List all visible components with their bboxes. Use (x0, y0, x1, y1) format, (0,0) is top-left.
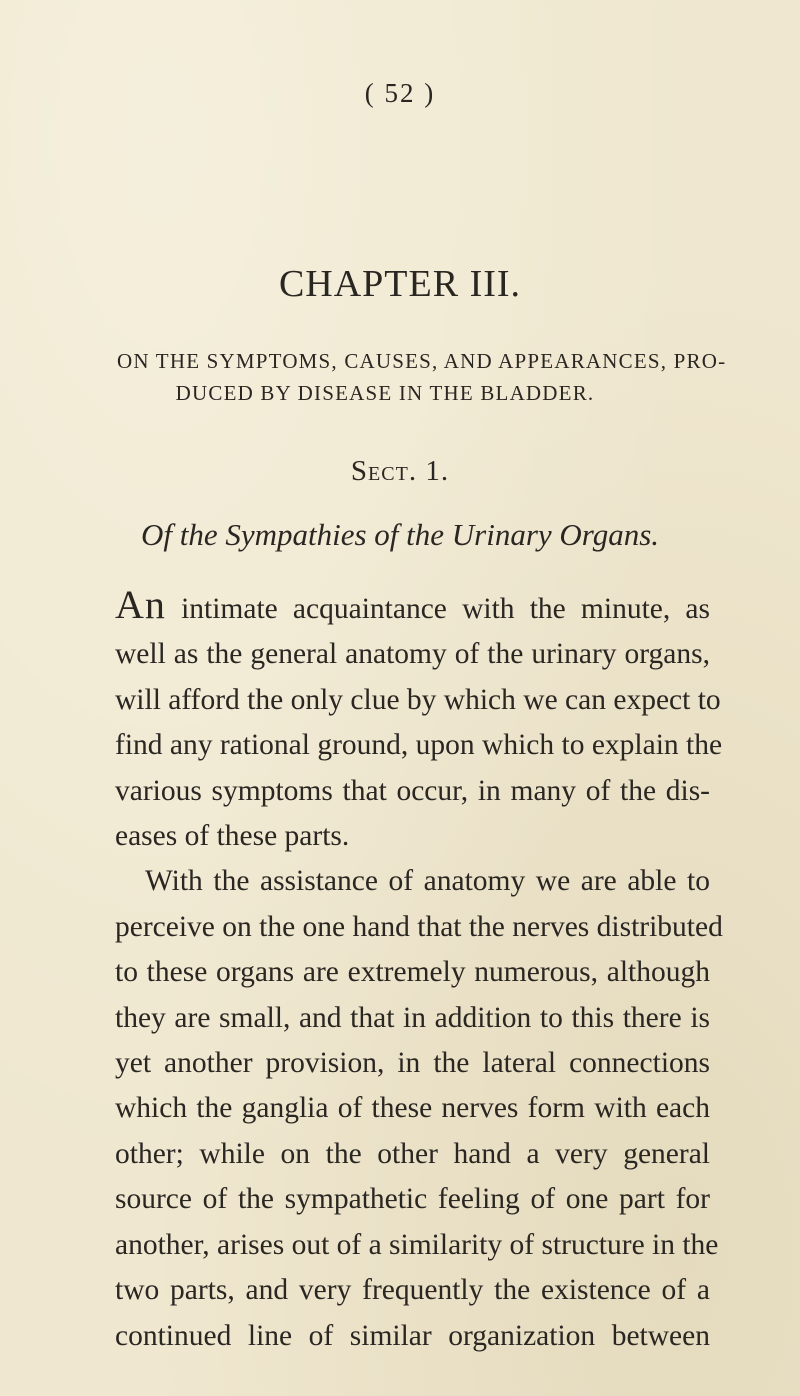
paragraph-1-line-text: intimate acquaintance with the minute, as (181, 593, 710, 625)
body-text (115, 582, 723, 1359)
drop-cap: An (115, 582, 166, 627)
paragraph-1-line: various symptoms that occur, in many of the dis- (115, 774, 710, 807)
paragraph-2 (115, 859, 723, 1358)
page-number: ( 52 ) (364, 78, 436, 108)
paragraph-2-line: to these organs are extremely numerous, although (115, 956, 710, 989)
paragraph-2-line: other; while on the other hand a very general (115, 1137, 710, 1170)
chapter-subtitle-line-2: DUCED BY DISEASE IN THE BLADDER. (175, 381, 595, 405)
chapter-title: CHAPTER III. (278, 263, 522, 305)
paragraph-2-line: they are small, and that in addition to this there is (115, 1001, 710, 1034)
paragraph-1-line: eases of these parts. (115, 820, 350, 853)
paragraph-1-line: find any rational ground, upon which to explain the (115, 729, 723, 762)
paragraph-2-line: yet another provision, in the lateral connections (115, 1047, 710, 1080)
section-label: Sect. 1. (350, 455, 450, 487)
paragraph-2-line: which the ganglia of these nerves form with each (115, 1092, 710, 1125)
paragraph-1 (115, 582, 723, 859)
paragraph-1-line (115, 582, 710, 632)
paragraph-1-line: well as the general anatomy of the urinary organs, (115, 638, 710, 671)
paragraph-2-line: another, arises out of a similarity of structure in the (115, 1228, 719, 1261)
chapter-subtitle (117, 345, 727, 409)
chapter-subtitle-line-1: ON THE SYMPTOMS, CAUSES, AND APPEARANCES, PRO- (117, 349, 727, 373)
paragraph-2-line: continued line of similar organization between (115, 1319, 710, 1352)
paragraph-2-line: two parts, and very frequently the existence of a (115, 1274, 710, 1307)
paragraph-2-line: With the assistance of anatomy we are able to (145, 865, 710, 898)
section-title: Of the Sympathies of the Urinary Organs. (140, 517, 660, 552)
paragraph-2-line: perceive on the one hand that the nerves distributed (115, 910, 723, 943)
paragraph-1-line: will afford the only clue by which we can expect to (115, 683, 721, 716)
paragraph-2-line: source of the sympathetic feeling of one part for (115, 1183, 710, 1216)
